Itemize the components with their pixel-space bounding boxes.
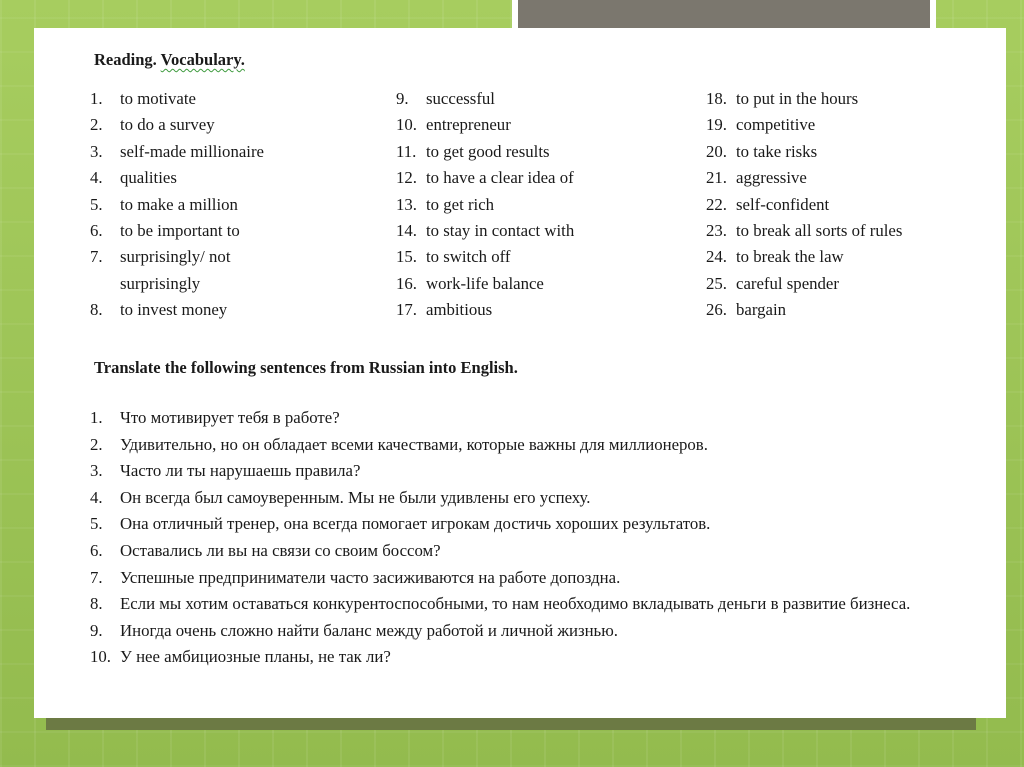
vocab-item-number: 6. bbox=[90, 220, 103, 240]
sentence-number: 1. bbox=[90, 408, 103, 427]
vocab-item bbox=[90, 297, 264, 323]
vocab-item bbox=[396, 297, 574, 323]
vocab-item-number: 19. bbox=[706, 115, 727, 135]
vocab-item-number: 12. bbox=[396, 168, 417, 188]
vocab-item bbox=[396, 192, 574, 218]
sentence-text: Она отличный тренер, она всегда помогает игрокам достичь хороших результатов. bbox=[120, 514, 711, 534]
sentence-text: Если мы хотим оставаться конкурентоспособными, то нам необходимо вкладывать деньги в развитие бизнеса. bbox=[120, 594, 911, 614]
vocab-item-text: self-confident bbox=[736, 194, 830, 214]
sentence-number: 4. bbox=[90, 487, 103, 507]
vocab-item bbox=[90, 192, 264, 218]
vocab-item-text: successful bbox=[426, 89, 495, 108]
vocab-item-text: to motivate bbox=[120, 89, 196, 108]
vocab-item bbox=[396, 112, 574, 138]
sentence-text: Что мотивирует тебя в работе? bbox=[120, 408, 340, 427]
vocab-item-number: 4. bbox=[90, 168, 103, 188]
sentence-text: У нее амбициозные планы, не так ли? bbox=[120, 647, 391, 667]
vocab-item bbox=[706, 218, 902, 244]
vocab-item bbox=[706, 139, 902, 165]
slide-top-bar bbox=[512, 0, 936, 28]
vocab-item-text: to do a survey bbox=[120, 115, 215, 135]
vocab-item bbox=[706, 192, 902, 218]
vocab-item-text: to take risks bbox=[736, 141, 818, 161]
vocab-item bbox=[396, 244, 574, 270]
translation-sentence bbox=[90, 405, 974, 432]
sentence-text: Успешные предприниматели часто засиживаются на работе допоздна. bbox=[120, 567, 621, 587]
sentence-number: 8. bbox=[90, 594, 103, 614]
vocab-item-text: surprisingly/ not bbox=[120, 247, 231, 267]
vocab-item-text: entrepreneur bbox=[426, 115, 511, 135]
vocab-column-3 bbox=[706, 86, 902, 324]
vocab-item-text: qualities bbox=[120, 168, 177, 188]
vocab-item-number: 2. bbox=[90, 115, 103, 135]
vocab-item-text: to make a million bbox=[120, 194, 238, 214]
vocabulary-heading-plain: Reading. bbox=[94, 50, 157, 69]
vocab-item-number: 1. bbox=[90, 89, 103, 108]
vocab-item bbox=[90, 218, 264, 244]
vocab-item-continuation: surprisingly bbox=[120, 273, 201, 293]
vocab-item bbox=[706, 244, 902, 270]
vocab-item-text: to have a clear idea of bbox=[426, 168, 574, 188]
vocab-item-text: aggressive bbox=[736, 168, 807, 188]
translation-list bbox=[90, 405, 974, 671]
vocab-item-number: 22. bbox=[706, 194, 727, 214]
vocab-item bbox=[706, 165, 902, 191]
translation-sentence bbox=[90, 644, 974, 671]
vocab-item-number: 11. bbox=[396, 141, 417, 161]
vocab-item bbox=[90, 86, 264, 112]
vocab-item-text: to get good results bbox=[426, 141, 550, 161]
vocab-item bbox=[706, 297, 902, 323]
translation-sentence bbox=[90, 538, 974, 565]
sentence-number: 10. bbox=[90, 647, 111, 667]
sentence-text: Иногда очень сложно найти баланс между работой и личной жизнью. bbox=[120, 620, 618, 640]
vocab-item-number: 24. bbox=[706, 247, 727, 267]
translation-sentence bbox=[90, 618, 974, 645]
vocab-item-number: 21. bbox=[706, 168, 727, 188]
sentence-number: 9. bbox=[90, 620, 103, 640]
sentence-number: 7. bbox=[90, 567, 103, 587]
sentence-number: 6. bbox=[90, 540, 103, 560]
vocab-item-number: 3. bbox=[90, 141, 103, 161]
vocabulary-heading bbox=[94, 50, 245, 70]
translation-sentence bbox=[90, 565, 974, 592]
vocab-item-number: 23. bbox=[706, 220, 727, 240]
vocab-item-text: competitive bbox=[736, 115, 816, 135]
vocab-item bbox=[90, 244, 264, 270]
vocab-item-text: ambitious bbox=[426, 300, 493, 320]
sentence-text: Он всегда был самоуверенным. Мы не были удивлены его успеху. bbox=[120, 487, 591, 507]
vocab-item-text: to put in the hours bbox=[736, 89, 859, 108]
vocab-item-number: 16. bbox=[396, 273, 417, 293]
vocab-item bbox=[706, 86, 902, 112]
vocab-item-text: careful spender bbox=[736, 273, 839, 293]
vocab-item-text: to invest money bbox=[120, 300, 228, 320]
vocab-item bbox=[706, 271, 902, 297]
translation-sentence bbox=[90, 591, 974, 618]
vocab-item-number: 8. bbox=[90, 300, 103, 320]
vocab-item-number: 20. bbox=[706, 141, 727, 161]
vocab-item-number: 10. bbox=[396, 115, 417, 135]
vocab-column-2 bbox=[396, 86, 574, 324]
vocab-item-number: 13. bbox=[396, 194, 417, 214]
vocab-item-text: to break the law bbox=[736, 247, 844, 267]
vocab-item-text: work-life balance bbox=[426, 273, 544, 293]
translation-sentence bbox=[90, 432, 974, 459]
vocab-item-number: 7. bbox=[90, 247, 103, 267]
vocab-item bbox=[396, 165, 574, 191]
sentence-number: 5. bbox=[90, 514, 103, 534]
vocab-item bbox=[90, 112, 264, 138]
vocab-item-text: self-made millionaire bbox=[120, 141, 264, 161]
sentence-text: Удивительно, но он обладает всеми качествами, которые важны для миллионеров. bbox=[120, 434, 708, 454]
vocab-item bbox=[706, 112, 902, 138]
vocab-item-number: 9. bbox=[396, 89, 409, 108]
vocab-item-text: to be important to bbox=[120, 220, 240, 240]
vocab-item-text: bargain bbox=[736, 300, 787, 320]
vocab-item-number: 17. bbox=[396, 300, 417, 320]
vocab-column-1 bbox=[90, 86, 264, 324]
vocab-item-number: 18. bbox=[706, 89, 727, 108]
vocab-item-text: to switch off bbox=[426, 247, 511, 267]
vocab-item-number: 14. bbox=[396, 220, 417, 240]
vocab-item bbox=[396, 139, 574, 165]
vocab-item-text: to break all sorts of rules bbox=[736, 220, 903, 240]
vocab-item-number: 25. bbox=[706, 273, 727, 293]
sentence-text: Часто ли ты нарушаешь правила? bbox=[120, 461, 361, 481]
vocab-item bbox=[90, 139, 264, 165]
slide-content bbox=[34, 28, 1006, 718]
vocab-item-number: 15. bbox=[396, 247, 417, 267]
vocab-item bbox=[396, 218, 574, 244]
vocab-item-text: to get rich bbox=[426, 194, 495, 214]
vocab-item bbox=[396, 86, 574, 112]
vocab-item-number: 26. bbox=[706, 300, 727, 320]
sentence-text: Оставались ли вы на связи со своим боссом? bbox=[120, 540, 441, 560]
vocabulary-heading-underlined: Vocabulary. bbox=[160, 50, 245, 69]
translation-sentence bbox=[90, 511, 974, 538]
translate-heading: Translate the following sentences from Russian into English. bbox=[94, 358, 518, 377]
translation-sentence bbox=[90, 485, 974, 512]
translation-sentence bbox=[90, 458, 974, 485]
sentence-number: 2. bbox=[90, 434, 103, 454]
sentence-number: 3. bbox=[90, 461, 103, 481]
vocab-item bbox=[90, 165, 264, 191]
vocab-item bbox=[396, 271, 574, 297]
vocab-item-number: 5. bbox=[90, 194, 103, 214]
vocab-item-text: to stay in contact with bbox=[426, 220, 575, 240]
